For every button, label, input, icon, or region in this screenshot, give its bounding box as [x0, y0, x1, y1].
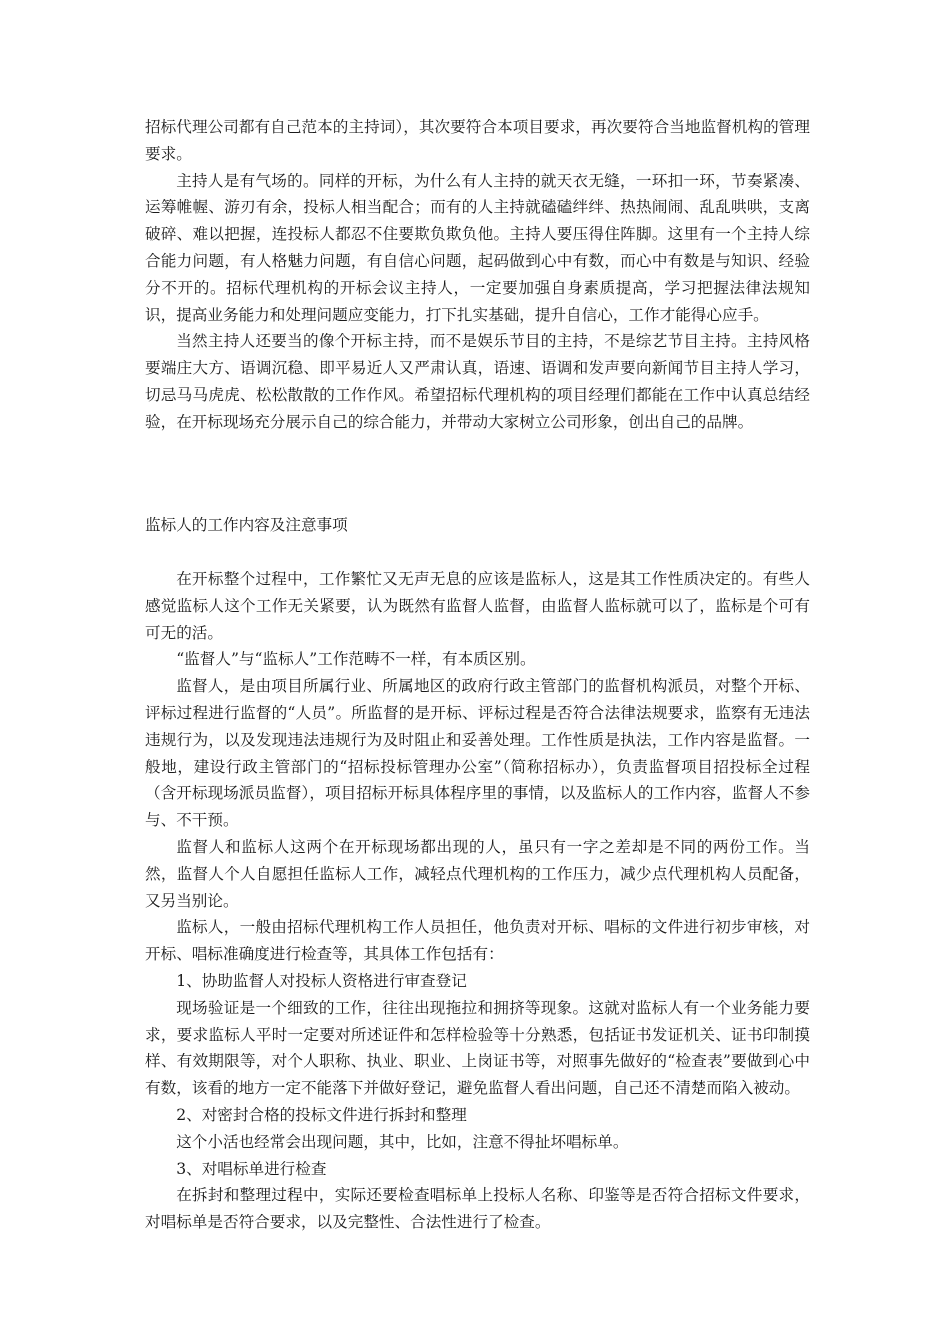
list-item-heading-1: 1、协助监督人对投标人资格进行审查登记 [176, 971, 467, 990]
list-item-heading-3: 3、对唱标单进行检查 [176, 1159, 327, 1178]
top-text-block [145, 114, 810, 436]
paragraph-supervisor-definition: 监督人，是由项目所属行业、所属地区的政府行政主管部门的监督机构派员，对整个开标、评标过程进行监督的“人员”。所监督的是开标、评标过程是否符合法律法规要求，监察有无违法违规行为，以及发现违法违规行为及时阻止和妥善处理。工作性质是执法，工作内容是监督。一般地，建设行政主管部门的“招标投标管理办公室”（简称招标办），负责监督项目招投标全过程（含开标现场派员监督），项目招标开标具体程序里的事情，以及监标人的工作内容，监督人不参与、不干预。 [145, 677, 810, 830]
bottom-text-block [145, 566, 810, 1236]
paragraph-monitor-definition: 监标人，一般由招标代理机构工作人员担任，他负责对开标、唱标的文件进行初步审核，对开标、唱标准确度进行检查等，其具体工作包括有： [145, 918, 810, 964]
paragraph-intro: 在开标整个过程中，工作繁忙又无声无息的应该是监标人，这是其工作性质决定的。有些人感觉监标人这个工作无关紧要，认为既然有监督人监督，由监督人监标就可以了，监标是个可有可无的活。 [145, 570, 810, 642]
paragraph-item-3-detail: 在拆封和整理过程中，实际还要检查唱标单上投标人名称、印鉴等是否符合招标文件要求，对唱标单是否符合要求，以及完整性、合法性进行了检查。 [145, 1186, 810, 1232]
paragraph-host-presence: 主持人是有气场的。同样的开标，为什么有人主持的就天衣无缝，一环扣一环，节奏紧凑、运筹帷幄、游刃有余，投标人相当配合；而有的人主持就磕磕绊绊、热热闹闹、乱乱哄哄，支离破碎、难以把握，连投标人都忍不住要欺负欺负他。主持人要压得住阵脚。这里有一个主持人综合能力问题，有人格魅力问题，有自信心问题，起码做到心中有数，而心中有数是与知识、经验分不开的。招标代理机构的开标会议主持人，一定要加强自身素质提高，学习把握法律法规知识，提高业务能力和处理问题应变能力，打下扎实基础，提升自信心，工作才能得心应手。 [145, 171, 810, 324]
paragraph-host-style: 当然主持人还要当的像个开标主持，而不是娱乐节目的主持，不是综艺节目主持。主持风格要端庄大方、语调沉稳、即平易近人又严肃认真，语速、语调和发声要向新闻节目主持人学习，切忌马马虎虎、松松散散的工作作风。希望招标代理机构的项目经理们都能在工作中认真总结经验，在开标现场充分展示自己的综合能力，并带动大家树立公司形象，创出自己的品牌。 [145, 332, 810, 431]
paragraph-item-2-detail: 这个小活也经常会出现问题，其中，比如，注意不得扯坏唱标单。 [176, 1132, 629, 1151]
paragraph-continuation: 招标代理公司都有自己范本的主持词），其次要符合本项目要求，再次要符合当地监督机构的管理要求。 [145, 118, 810, 163]
paragraph-item-1-detail: 现场验证是一个细致的工作，往往出现拖拉和拥挤等现象。这就对监标人有一个业务能力要求，要求监标人平时一定要对所述证件和怎样检验等十分熟悉，包括证书发证机关、证书印制摸样、有效期限等，对个人职称、执业、职业、上岗证书等，对照事先做好的“检查表”要做到心中有数，该看的地方一定不能落下并做好登记，避免监督人看出问题，自己还不清楚而陷入被动。 [145, 998, 810, 1098]
paragraph-distinction: “监督人”与“监标人”工作范畴不一样，有本质区别。 [176, 650, 536, 669]
paragraph-supervisor-vs-monitor: 监督人和监标人这两个在开标现场都出现的人，虽只有一字之差却是不同的两份工作。当然，监督人个人自愿担任监标人工作，减轻点代理机构的工作压力，减少点代理机构人员配备，又另当别论。 [145, 837, 810, 910]
list-item-heading-2: 2、对密封合格的投标文件进行拆封和整理 [176, 1105, 467, 1124]
section-heading: 监标人的工作内容及注意事项 [145, 516, 348, 534]
